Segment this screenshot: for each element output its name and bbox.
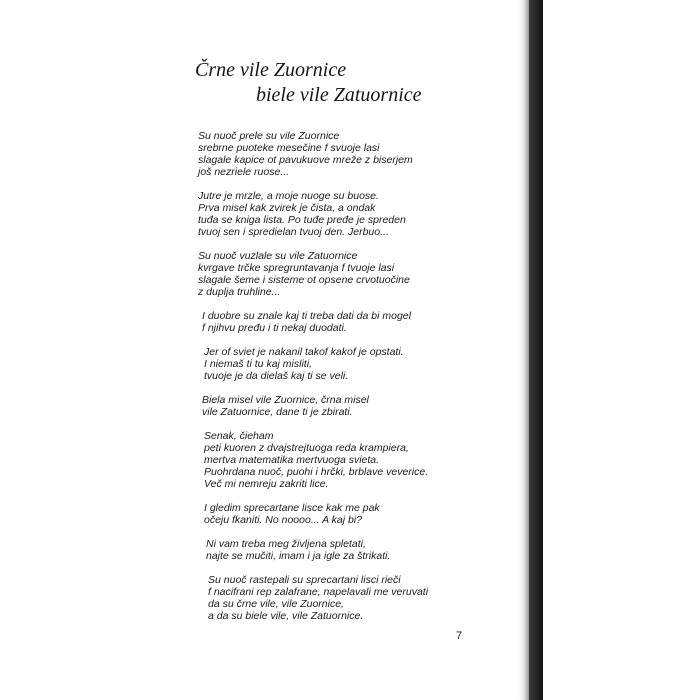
poem-line: Su nuoč prele su vile Zuornice [198,130,340,142]
stanza [198,574,498,622]
poem-line: Jutre je mrzle, a moje nuoge su buose. [198,190,379,202]
stanza [198,190,498,238]
poem-line: još nezriele ruose... [198,166,290,178]
poem-line: Jer of sviet je nakanil takof kakof je opstati. [204,346,404,358]
poem-line: Su nuoč rastepali su sprecartani lisci rieči [208,574,401,586]
poem-line: tvuoj sen i spredielan tvuoj den. Jerbuo... [198,226,389,238]
poem-line: I duobre su znale kaj ti treba dati da bi mogel [202,310,411,322]
page-edge-shadow [519,0,529,700]
poem-body [198,130,498,634]
stanza [198,394,498,418]
poem-line: peti kuoren z dvajstrejtuoga reda krampiera, [204,442,409,454]
stanza [198,310,498,334]
poem-line: f nacifrani rep zalafrane, napelavali me veruvati [208,586,429,598]
poem-title-line-1: Črne vile Zuornice [195,59,347,81]
poem-line: kvrgave trčke spregruntavanja f tvuoje lasi [198,262,395,274]
poem-line: Puohrdana nuoč, puohi i hrčki, brblave veverice. [204,466,429,478]
poem-line: najte se mučiti, imam i ja igle za štrikati. [206,550,391,562]
poem-line: Prva misel kak zvirek je čista, a ondak [198,202,376,214]
poem-line: z duplja truhline... [198,286,281,298]
poem-line: tvuoje je da dielaš kaj ti se veli. [204,370,349,382]
poem-line: tuđa se kniga lista. Po tuđe prеđe je spreden [198,214,406,226]
stanza [198,130,498,178]
stanza [198,502,498,526]
poem-line: Su nuoč vuzlale su vile Zatuornice [198,250,358,262]
poem-line: srebrne puoteke mesečine f svuoje lasi [198,142,380,154]
poem-line: slagale šeme i sisteme ot opsene crvotuočine [198,274,410,286]
poem-line: Ni vam treba meg življena spletati, [206,538,366,550]
page-number: 7 [456,630,463,642]
poem-line: f njihvu pređu i ti nekaj duodati. [202,322,347,334]
poem-line: I niemaš ti tu kaj misliti, [204,358,312,370]
poem-line: očeju fkaniti. No noooo... A kaj bi? [204,514,362,526]
poem-line: slagale kapice ot pavukuove mreže z biserjem [198,154,413,166]
book-binding-edge [529,0,543,700]
poem-line: da su črne vile, vile Zuornice, [208,598,344,610]
stanza [198,538,498,562]
poem-line: a da su biele vile, vile Zatuornice. [208,610,364,622]
stanza [198,346,498,382]
poem-line: mertva matematika mertvuoga svieta. [204,454,380,466]
poem-line: I gledim sprecartane lisce kak me pak [204,502,380,514]
poem-line: Več mi nemreju zakriti lice. [204,478,329,490]
poem-line: vile Zatuornice, dane ti je zbirati. [202,406,353,418]
stanza [198,250,498,298]
poem-line: Biela misel vile Zuornice, črna misel [202,394,369,406]
poem-title-line-2: biele vile Zatuornice [256,84,422,106]
stanza [198,430,498,490]
poem-line: Senak, čieham [204,430,274,442]
